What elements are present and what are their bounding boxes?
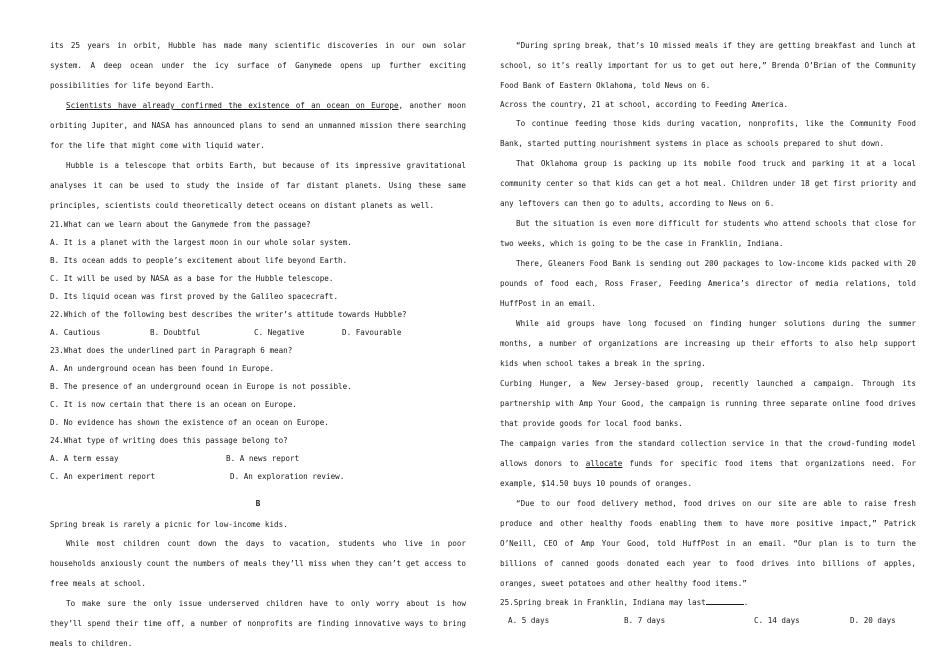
question-24-option-b: B. A news report <box>226 454 300 463</box>
question-24-options-row-2 <box>50 468 466 486</box>
passage-b-paragraph-6: There, Gleaners Food Bank is sending out 200 packages to low-income kids packed with 20 pounds of food each, Ross Fraser, Feeding America’s director of media relations, told HuffPost in an email. <box>500 259 916 308</box>
question-22-options <box>50 324 466 342</box>
question-22: 22.Which of the following best describes the writer’s attitude towards Hubble? <box>50 310 407 319</box>
passage-b-paragraph-5: But the situation is even more difficult for students who attend schools that close for two weeks, which is going to be the case in Franklin, Indiana. <box>500 219 916 248</box>
question-22-option-d: D. Favourable <box>342 328 402 337</box>
question-21-option-b: B. Its ocean adds to people’s excitement about life beyond Earth. <box>50 256 348 265</box>
passage-b-quote-2: “Due to our food delivery method, food drives on our site are able to raise fresh produce and other healthy foods enabling them to have more positive impact,” Patrick O’Neill, CEO of Amp Your Good, told HuffPost in an email. “Our plan is to turn the billions of canned goods donated each year to food drives into billions of apples, oranges, sweet potatoes and other healthy food items.” <box>500 499 916 588</box>
question-21: 21.What can we learn about the Ganymede from the passage? <box>50 220 311 229</box>
passage-b-paragraph-8: Curbing Hunger, a New Jersey-based group, recently launched a campaign. Through its partnership with Amp Your Good, the campaign is running three separate online food drives that provide goods for local food banks. <box>500 379 916 428</box>
section-b-heading: B <box>255 499 261 508</box>
underlined-part: Scientists have already confirmed the existence of an ocean on Europe <box>66 101 399 110</box>
passage-b-paragraph-9 <box>500 434 916 494</box>
question-23: 23.What does the underlined part in Paragraph 6 mean? <box>50 346 293 355</box>
passage-a-paragraph-1: its 25 years in orbit, Hubble has made many scientific discoveries in our own solar system. A deep ocean under the icy surface of Ganymede opens up further exciting possibilities for life beyond Earth. <box>50 41 466 90</box>
question-22-option-b: B. Doubtful <box>150 328 201 337</box>
passage-b-paragraph-4: That Oklahoma group is packing up its mobile food truck and parking it at a local community center so that kids can get a hot meal. Children under 18 get first priority and any leftovers can then go to adults, according to News on 6. <box>500 159 916 208</box>
question-23-option-c: C. It is now certain that there is an ocean on Europe. <box>50 400 297 409</box>
question-23-option-d: D. No evidence has shown the existence of an ocean on Europe. <box>50 418 329 427</box>
question-23-option-b: B. The presence of an underground ocean in Europe is not possible. <box>50 382 352 391</box>
question-21-option-a: A. It is a planet with the largest moon in our whole solar system. <box>50 238 352 247</box>
right-column <box>500 36 916 630</box>
question-25-options <box>500 612 916 630</box>
question-21-option-d: D. Its liquid ocean was first proved by the Galileo spacecraft. <box>50 292 339 301</box>
question-25-option-a: A. 5 days <box>508 616 550 625</box>
question-24-option-a: A. A term essay <box>50 454 119 463</box>
passage-b-paragraph-2: To make sure the only issue underserved children have to only worry about is how they’ll spend their time off, a number of nonprofits are finding innovative ways to bring meals to children. <box>50 599 466 648</box>
question-25 <box>500 594 916 612</box>
paragraph-2-rest: , another moon orbiting Jupiter, and NASA has announced plans to send an unmanned mission there searching for the life that might come with liquid water. <box>50 101 466 150</box>
question-22-option-a: A. Cautious <box>50 328 101 337</box>
passage-b-quote-1: “During spring break, that’s 10 missed meals if they are getting breakfast and lunch at school, so it’s really important for us to get out here,” Brenda O’Brian of the Community Food Bank of Eastern Oklahoma, told News on 6. <box>500 41 916 90</box>
question-25-option-d: D. 20 days <box>850 616 896 625</box>
question-24-option-d: D. An exploration review. <box>230 472 345 481</box>
passage-a-paragraph-3: Hubble is a telescope that orbits Earth, but because of its impressive gravitational analyses it can be used to study the inside of far distant planets. Using these same principles, scientists could theoretically detect oceans on distant planets as well. <box>50 161 466 210</box>
question-24-options-row-1 <box>50 450 466 468</box>
paragraph-9-end: funds for specific food items that organizations need. For example, $14.50 buys 10 pounds of oranges. <box>500 459 916 488</box>
passage-b-gap-21: Across the country, 21 at school, according to Feeding America. <box>500 100 789 109</box>
passage-b-intro: Spring break is rarely a picnic for low-income kids. <box>50 520 288 529</box>
passage-b-paragraph-3: To continue feeding those kids during vacation, nonprofits, like the Community Food Bank, started putting nourishment systems in place as schools prepared to shut down. <box>500 119 916 148</box>
underlined-word-allocate: allocate <box>585 459 623 468</box>
question-21-option-c: C. It will be used by NASA as a base for the Hubble telescope. <box>50 274 334 283</box>
question-24-option-c: C. An experiment report <box>50 472 156 481</box>
question-25-period: . <box>743 598 749 607</box>
paragraph-9-start: The campaign varies from the standard collection service in that the crowd-funding model allows donors to <box>500 439 916 468</box>
question-25-option-c: C. 14 days <box>754 616 800 625</box>
answer-blank <box>706 596 744 605</box>
question-25-option-b: B. 7 days <box>624 616 666 625</box>
question-22-option-c: C. Negative <box>254 328 305 337</box>
left-column <box>50 36 466 654</box>
question-25-stem: 25.Spring break in Franklin, Indiana may last <box>500 598 706 607</box>
question-23-option-a: A. An underground ocean has been found in Europe. <box>50 364 275 373</box>
passage-b-paragraph-7: While aid groups have long focused on finding hunger solutions during the summer months, a number of organizations are increasing up their efforts to also help support kids when school takes a break in the spring. <box>500 319 916 368</box>
passage-a-paragraph-2 <box>50 96 466 156</box>
passage-b-paragraph-1: While most children count down the days to vacation, students who live in poor households anxiously count the numbers of meals they’ll miss when they can’t get access to free meals at school. <box>50 539 466 588</box>
question-24: 24.What type of writing does this passage belong to? <box>50 436 288 445</box>
